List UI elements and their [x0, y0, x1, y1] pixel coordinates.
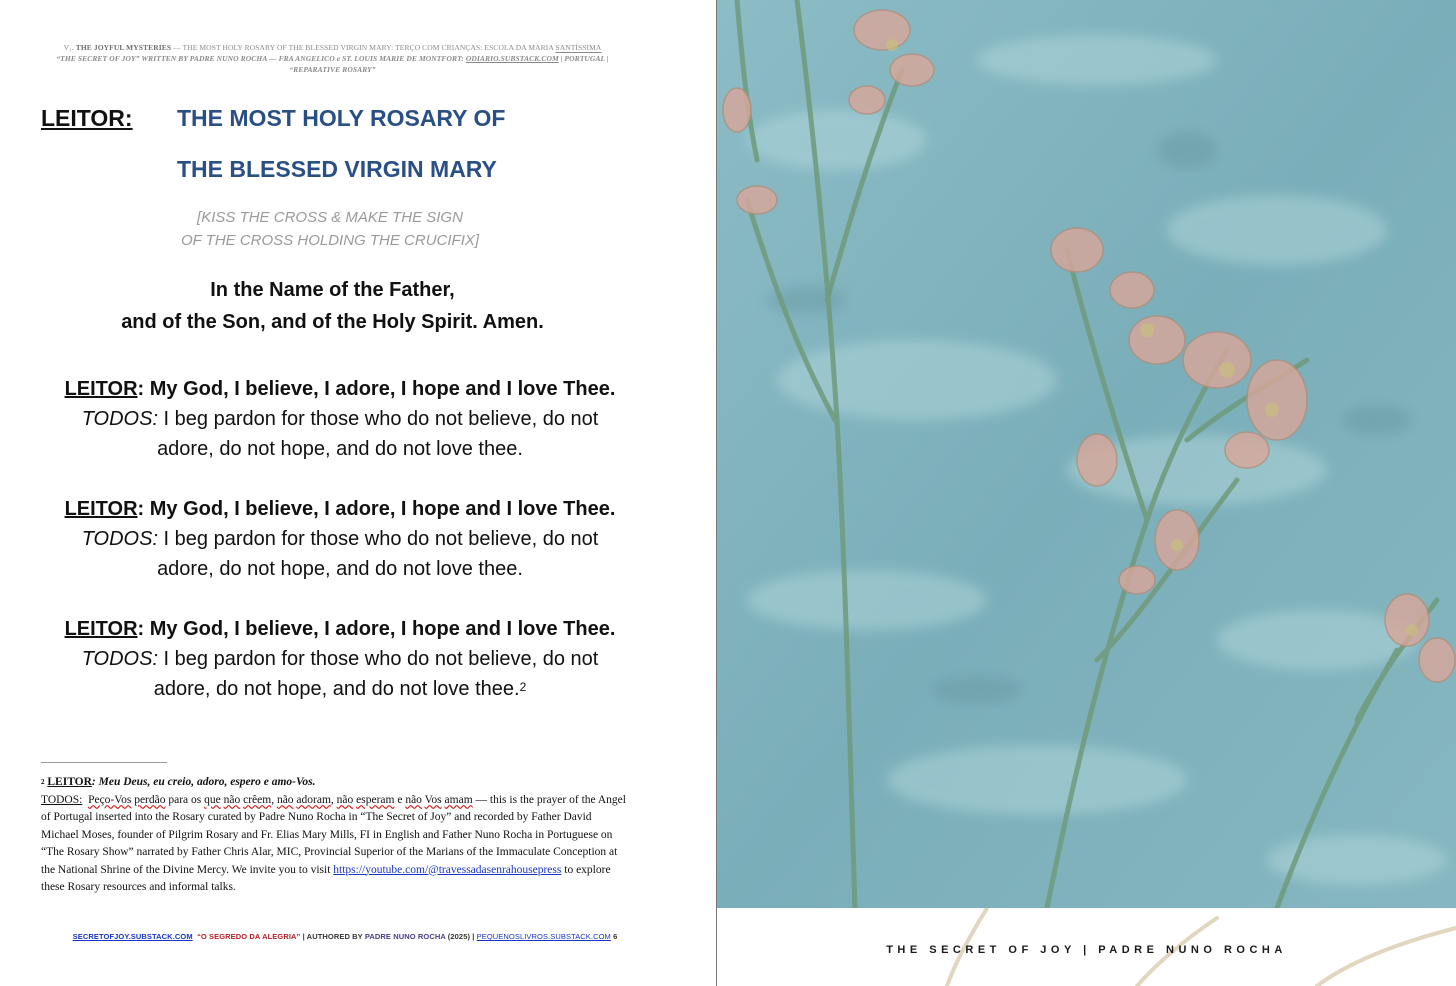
todos-line-continued: adore, do not hope, and do not love thee. [157, 558, 523, 580]
leitor-line: LEITOR: My God, I believe, I adore, I hope and I love Thee. [64, 378, 616, 400]
footer-author: PADRE NUNO ROCHA [364, 932, 446, 941]
footnote-rule [41, 762, 167, 763]
footnote-first-line: $^2$ LEITOR: Meu Deus, eu creio, adoro, espero e amo-Vos. [41, 776, 316, 788]
todos-line-continued: adore, do not hope, and do not love thee.$^2$ [153, 678, 527, 700]
leitor-line: LEITOR: My God, I believe, I adore, I hope and I love Thee. [64, 618, 616, 640]
sign-of-cross-invocation: In the Name of the Father, and of the Son, and of the Holy Spirit. Amen. [121, 279, 544, 333]
footnote-body: TODOS: Peço-Vos perdão para os que não crêem, não adoram, não esperam e não Vos amam — this is the prayer of the Angel of Portugal inserted into the Rosary curated by Padre Nuno Rocha in “The Secret of Joy” and recorded by Father David Michael Moses, founder of Pilgrim Rosary and Fr. Elias Mary Mills, FI in English and Father Nuno Rocha in Portuguese on “The Rosary Show” narrated by Father Chris Alar, MIC, Provincial Superior of the Marians of the Immaculate Conception at the National Shrine of the Divine Mercy. We invite you to visit https://youtube.com/@travessadasenrahousepress to explore these Rosary resources and informal talks. [41, 793, 626, 893]
header-line-2: “THE SECRET OF JOY” WRITTEN BY PADRE NUNO ROCHA — FRA ANGELICO e ST. LOUIS MARIE DE MONTFORT: ODIARIO.SUBSTACK.COM | PORTUGAL | “REPARATIVE ROSARY” [56, 54, 609, 74]
right-page-caption: THE SECRET OF JOY | PADRE NUNO ROCHA [886, 944, 1287, 956]
prayer-block-2 [40, 494, 640, 584]
footnote [41, 774, 631, 897]
youtube-link[interactable]: https://youtube.com/@travessadasenrahousepress [333, 863, 562, 876]
rubric-instruction: [KISS THE CROSS & MAKE THE SIGN OF THE CROSS HOLDING THE CRUCIFIX] [180, 209, 480, 249]
todos-line: TODOS: I beg pardon for those who do not believe, do not [81, 648, 599, 670]
leitor-line: LEITOR: My God, I believe, I adore, I hope and I love Thee. [64, 498, 616, 520]
running-header [30, 42, 635, 75]
page-footer: SECRETOFJOY.SUBSTACK.COM “O SEGREDO DA ALEGRIA” | AUTHORED BY PADRE NUNO ROCHA (2025) | PEQUENOSLIVROS.SUBSTACK.COM 6 [72, 932, 618, 941]
prayer-block-1 [40, 374, 640, 464]
page-title-line-2: THE BLESSED VIRGIN MARY [177, 156, 497, 182]
floral-watercolor-illustration [717, 0, 1456, 908]
footnote-reference[interactable]: 2 [519, 680, 527, 694]
page-number: 6 [610, 932, 618, 941]
todos-line: TODOS: I beg pardon for those who do not believe, do not [81, 408, 599, 430]
prayer-block-3 [40, 614, 640, 704]
todos-line-continued: adore, do not hope, and do not love thee. [157, 438, 523, 460]
footer-link-secretofjoy[interactable]: SECRETOFJOY.SUBSTACK.COM [72, 932, 193, 941]
right-page [717, 0, 1456, 986]
left-page [0, 0, 716, 986]
footer-book-title: “O SEGREDO DA ALEGRIA” [197, 932, 301, 941]
footer-link-pequenoslivros[interactable]: PEQUENOSLIVROS.SUBSTACK.COM [476, 932, 611, 941]
header-line-1: V₁. THE JOYFUL MYSTERIES — THE MOST HOLY ROSARY OF THE BLESSED VIRGIN MARY: TERÇO COM CRIANÇAS: ESCOLA DA MARIA SANTÍSSIMA [63, 43, 602, 52]
todos-line: TODOS: I beg pardon for those who do not believe, do not [81, 528, 599, 550]
header-link[interactable]: ODIARIO.SUBSTACK.COM [465, 54, 559, 63]
leitor-heading: LEITOR: [41, 105, 133, 131]
header-series-title: THE JOYFUL MYSTERIES [75, 43, 172, 52]
page-title-line-1: THE MOST HOLY ROSARY OF [177, 105, 506, 131]
